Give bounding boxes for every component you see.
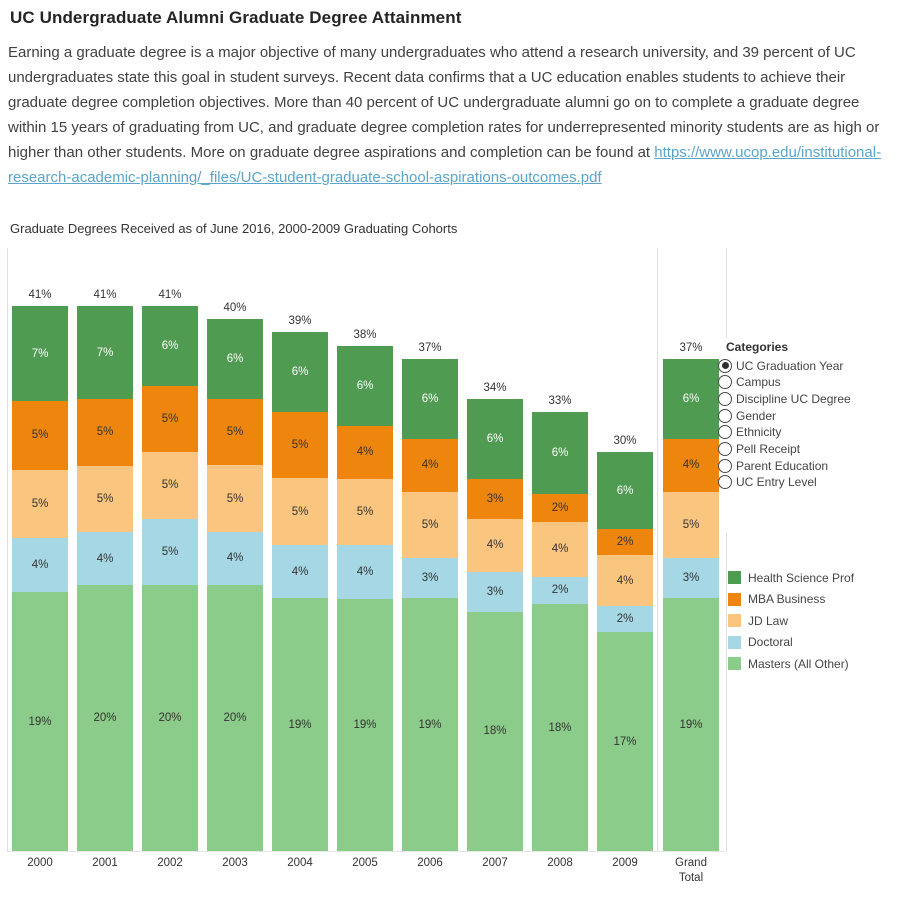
radio-icon xyxy=(718,442,732,456)
radio-icon xyxy=(718,409,732,423)
segment-value-label: 6% xyxy=(616,484,634,497)
segment-value-label: 19% xyxy=(28,715,52,728)
bar-2002 xyxy=(142,306,198,851)
segment-value-label: 5% xyxy=(161,479,179,492)
segment-value-label: 6% xyxy=(356,379,374,392)
segment-health-science-prof-2007[interactable] xyxy=(467,399,523,479)
segment-masters-all-other-2002[interactable] xyxy=(142,585,198,851)
axis-label-2002: 2002 xyxy=(157,857,183,869)
segment-masters-all-other-2005[interactable] xyxy=(337,599,393,852)
segment-value-label: 4% xyxy=(682,459,700,472)
segment-jd-law-2001[interactable] xyxy=(77,466,133,532)
segment-masters-all-other-2008[interactable] xyxy=(532,604,588,851)
segment-masters-all-other-grand-total[interactable] xyxy=(663,598,719,851)
segment-jd-law-2009[interactable] xyxy=(597,555,653,606)
category-option-campus[interactable] xyxy=(718,374,781,391)
right-border-bottom xyxy=(726,533,727,851)
axis-label-2005: 2005 xyxy=(352,857,378,869)
axis-label-2008: 2008 xyxy=(547,857,573,869)
intro-text: Earning a graduate degree is a major objective of many undergraduates who attend a research university, and 39 percent of UC undergraduates state this goal in student surveys. Recent data confirms that a UC education enables students to achieve their graduate degree completion objectives. More than 40 percent of UC undergraduate alumni go on to complete a graduate degree within 15 years of graduating from UC, and graduate degree completion rates for underrepresented minority students are as high or higher than other students. More on graduate degree aspirations and completion can be found at xyxy=(8,44,880,161)
legend-swatch-icon xyxy=(728,636,741,649)
segment-value-label: 4% xyxy=(31,558,49,571)
segment-value-label: 5% xyxy=(31,497,49,510)
category-option-label: UC Entry Level xyxy=(736,475,817,490)
segment-value-label: 6% xyxy=(486,432,504,445)
segment-jd-law-2008[interactable] xyxy=(532,522,588,577)
segment-value-label: 4% xyxy=(551,543,569,556)
total-label-2006: 37% xyxy=(418,342,442,354)
legend-label: JD Law xyxy=(748,613,789,628)
segment-masters-all-other-2009[interactable] xyxy=(597,632,653,851)
segment-masters-all-other-2006[interactable] xyxy=(402,598,458,851)
segment-mba-business-2002[interactable] xyxy=(142,386,198,452)
segment-value-label: 20% xyxy=(93,712,117,725)
total-label-2002: 41% xyxy=(158,289,182,301)
category-option-discipline-uc-degree[interactable] xyxy=(718,390,851,407)
segment-value-label: 20% xyxy=(223,712,247,724)
category-option-ethnicity[interactable] xyxy=(718,424,781,441)
legend-label: Doctoral xyxy=(748,635,793,649)
bar-2007 xyxy=(467,399,523,851)
axis-label-2001: 2001 xyxy=(92,857,118,869)
category-option-label: Ethnicity xyxy=(736,425,782,440)
segment-health-science-prof-2005[interactable] xyxy=(337,346,393,426)
category-option-label: Discipline UC Degree xyxy=(736,391,851,406)
bar-2004 xyxy=(272,332,328,851)
page-title: UC Undergraduate Alumni Graduate Degree Attainment xyxy=(10,8,462,27)
legend-swatch-icon xyxy=(728,614,741,627)
segment-mba-business-2005[interactable] xyxy=(337,426,393,479)
report-link[interactable]: https://www.ucop.edu/institutional-research-academic-planning/_files/UC-student-graduate-school-aspirations-outcomes.pdf xyxy=(8,144,882,186)
segment-value-label: 7% xyxy=(31,347,49,360)
category-option-label: Parent Education xyxy=(736,458,829,473)
segment-value-label: 7% xyxy=(96,346,114,359)
segment-value-label: 2% xyxy=(551,502,569,515)
segment-value-label: 4% xyxy=(616,574,634,587)
legend-swatch-icon xyxy=(728,571,741,584)
segment-value-label: 3% xyxy=(682,572,700,585)
segment-value-label: 2% xyxy=(616,613,634,626)
segment-value-label: 5% xyxy=(356,506,374,519)
segment-mba-business-2003[interactable] xyxy=(207,399,263,466)
segment-masters-all-other-2003[interactable] xyxy=(207,585,263,851)
category-option-label: Pell Receipt xyxy=(736,442,801,456)
segment-doctoral-2002[interactable] xyxy=(142,519,198,585)
segment-value-label: 5% xyxy=(31,429,49,442)
legend-swatch-icon xyxy=(728,593,741,606)
segment-jd-law-grand-total[interactable] xyxy=(663,492,719,558)
segment-mba-business-2009[interactable] xyxy=(597,529,653,555)
legend-item-masters-all-other[interactable] xyxy=(728,653,849,674)
axis-label-grand-total: Grand Total xyxy=(675,857,707,884)
plot-left-border xyxy=(7,248,8,851)
segment-value-label: 4% xyxy=(356,565,374,578)
segment-health-science-prof-2001[interactable] xyxy=(77,306,133,399)
bar-2009 xyxy=(597,452,653,851)
segment-jd-law-2007[interactable] xyxy=(467,519,523,572)
legend-item-mba-business[interactable] xyxy=(728,589,825,610)
bar-grand-total xyxy=(663,359,719,851)
segment-jd-law-2000[interactable] xyxy=(12,470,68,538)
axis-label-2004: 2004 xyxy=(287,857,313,869)
bar-2005 xyxy=(337,346,393,851)
segment-mba-business-2004[interactable] xyxy=(272,412,328,479)
bar-2006 xyxy=(402,359,458,851)
total-label-grand-total: 37% xyxy=(679,342,703,354)
segment-value-label: 4% xyxy=(421,459,439,472)
intro-paragraph xyxy=(8,40,892,190)
category-option-parent-education[interactable] xyxy=(718,457,828,474)
chart-title: Graduate Degrees Received as of June 2016, 2000-2009 Graduating Cohorts xyxy=(10,221,458,236)
total-label-2008: 33% xyxy=(548,395,572,407)
right-border-top xyxy=(726,248,727,338)
total-label-2005: 38% xyxy=(353,329,377,341)
segment-value-label: 5% xyxy=(161,412,179,425)
category-option-pell-receipt[interactable] xyxy=(718,441,800,458)
segment-doctoral-2005[interactable] xyxy=(337,545,393,598)
segment-value-label: 4% xyxy=(291,565,309,578)
segment-value-label: 17% xyxy=(613,735,637,748)
category-option-uc-graduation-year[interactable] xyxy=(718,357,843,374)
segment-health-science-prof-2006[interactable] xyxy=(402,359,458,439)
segment-health-science-prof-2002[interactable] xyxy=(142,306,198,386)
legend-label: Health Science Prof xyxy=(748,570,855,585)
axis-label-2000: 2000 xyxy=(27,857,53,869)
segment-masters-all-other-2007[interactable] xyxy=(467,612,523,851)
legend-label: Masters (All Other) xyxy=(748,656,849,671)
segment-doctoral-2006[interactable] xyxy=(402,558,458,598)
total-label-2009: 30% xyxy=(613,435,637,447)
segment-value-label: 5% xyxy=(96,492,114,505)
categories-panel-title: Categories xyxy=(726,340,789,354)
segment-mba-business-2000[interactable] xyxy=(12,401,68,469)
axis-label-2009: 2009 xyxy=(612,857,638,869)
segment-value-label: 2% xyxy=(616,536,634,549)
axis-label-2007: 2007 xyxy=(482,857,508,869)
segment-value-label: 3% xyxy=(486,585,504,598)
segment-masters-all-other-2004[interactable] xyxy=(272,598,328,851)
segment-mba-business-2008[interactable] xyxy=(532,494,588,521)
segment-masters-all-other-2001[interactable] xyxy=(77,585,133,851)
segment-value-label: 4% xyxy=(96,552,114,565)
segment-doctoral-2000[interactable] xyxy=(12,538,68,593)
segment-value-label: 3% xyxy=(486,492,504,505)
total-label-2003: 40% xyxy=(223,302,247,314)
category-option-gender[interactable] xyxy=(718,407,776,424)
segment-value-label: 19% xyxy=(353,718,377,731)
segment-jd-law-2003[interactable] xyxy=(207,465,263,532)
category-option-label: Campus xyxy=(736,375,781,390)
segment-value-label: 5% xyxy=(682,519,700,532)
segment-mba-business-2001[interactable] xyxy=(77,399,133,465)
segment-value-label: 2% xyxy=(551,584,569,597)
segment-value-label: 6% xyxy=(226,352,244,365)
segment-doctoral-2001[interactable] xyxy=(77,532,133,585)
grand-total-panel-divider xyxy=(657,248,658,851)
legend-item-jd-law[interactable] xyxy=(728,610,788,631)
segment-health-science-prof-2009[interactable] xyxy=(597,452,653,529)
segment-value-label: 6% xyxy=(161,339,179,352)
category-option-label: UC Graduation Year xyxy=(736,358,844,373)
bar-2008 xyxy=(532,412,588,851)
segment-doctoral-2009[interactable] xyxy=(597,606,653,632)
segment-doctoral-2003[interactable] xyxy=(207,532,263,585)
segment-doctoral-2008[interactable] xyxy=(532,577,588,604)
segment-value-label: 18% xyxy=(548,721,572,734)
bar-2001 xyxy=(77,306,133,851)
category-option-uc-entry-level[interactable] xyxy=(718,474,817,491)
segment-value-label: 5% xyxy=(226,426,244,439)
radio-icon xyxy=(718,459,732,473)
segment-value-label: 4% xyxy=(356,446,374,459)
total-label-2004: 39% xyxy=(288,315,312,327)
segment-jd-law-2004[interactable] xyxy=(272,478,328,545)
radio-icon xyxy=(718,425,732,439)
segment-value-label: 19% xyxy=(679,718,703,731)
segment-value-label: 5% xyxy=(96,426,114,439)
segment-health-science-prof-2008[interactable] xyxy=(532,412,588,494)
axis-label-2003: 2003 xyxy=(222,857,248,869)
segment-mba-business-2007[interactable] xyxy=(467,479,523,519)
segment-value-label: 6% xyxy=(551,447,569,460)
total-label-2007: 34% xyxy=(483,382,507,394)
segment-value-label: 3% xyxy=(421,572,439,585)
segment-value-label: 19% xyxy=(418,718,442,731)
segment-mba-business-grand-total[interactable] xyxy=(663,439,719,492)
segment-jd-law-2005[interactable] xyxy=(337,479,393,545)
segment-doctoral-2007[interactable] xyxy=(467,572,523,612)
total-label-2001: 41% xyxy=(93,289,117,301)
radio-icon xyxy=(718,392,732,406)
segment-value-label: 5% xyxy=(291,505,309,518)
segment-doctoral-2004[interactable] xyxy=(272,545,328,598)
radio-selected-icon xyxy=(718,359,732,373)
segment-value-label: 5% xyxy=(421,519,439,532)
segment-mba-business-2006[interactable] xyxy=(402,439,458,492)
segment-health-science-prof-2000[interactable] xyxy=(12,306,68,401)
segment-value-label: 5% xyxy=(226,492,244,505)
total-label-2000: 41% xyxy=(28,289,52,301)
segment-value-label: 20% xyxy=(158,712,182,725)
segment-value-label: 6% xyxy=(682,392,700,405)
segment-value-label: 5% xyxy=(291,439,309,452)
segment-value-label: 18% xyxy=(483,725,507,738)
category-option-label: Gender xyxy=(736,408,777,423)
radio-icon xyxy=(718,375,732,389)
legend-label: MBA Business xyxy=(748,592,826,606)
bar-2000 xyxy=(12,306,68,851)
segment-masters-all-other-2000[interactable] xyxy=(12,592,68,851)
segment-value-label: 6% xyxy=(421,392,439,405)
radio-icon xyxy=(718,475,732,489)
segment-jd-law-2006[interactable] xyxy=(402,492,458,558)
legend-swatch-icon xyxy=(728,657,741,670)
segment-value-label: 4% xyxy=(486,539,504,552)
segment-value-label: 19% xyxy=(288,718,312,731)
segment-health-science-prof-2004[interactable] xyxy=(272,332,328,412)
segment-value-label: 6% xyxy=(291,365,309,378)
axis-label-2006: 2006 xyxy=(417,857,443,869)
bar-2003 xyxy=(207,319,263,851)
legend-item-health-science-prof[interactable] xyxy=(728,567,854,588)
segment-value-label: 5% xyxy=(161,545,179,558)
segment-doctoral-grand-total[interactable] xyxy=(663,558,719,598)
segment-jd-law-2002[interactable] xyxy=(142,452,198,518)
segment-health-science-prof-grand-total[interactable] xyxy=(663,359,719,439)
segment-value-label: 4% xyxy=(226,552,244,565)
x-axis-line xyxy=(7,851,726,852)
segment-health-science-prof-2003[interactable] xyxy=(207,319,263,399)
legend-item-doctoral[interactable] xyxy=(728,632,793,653)
